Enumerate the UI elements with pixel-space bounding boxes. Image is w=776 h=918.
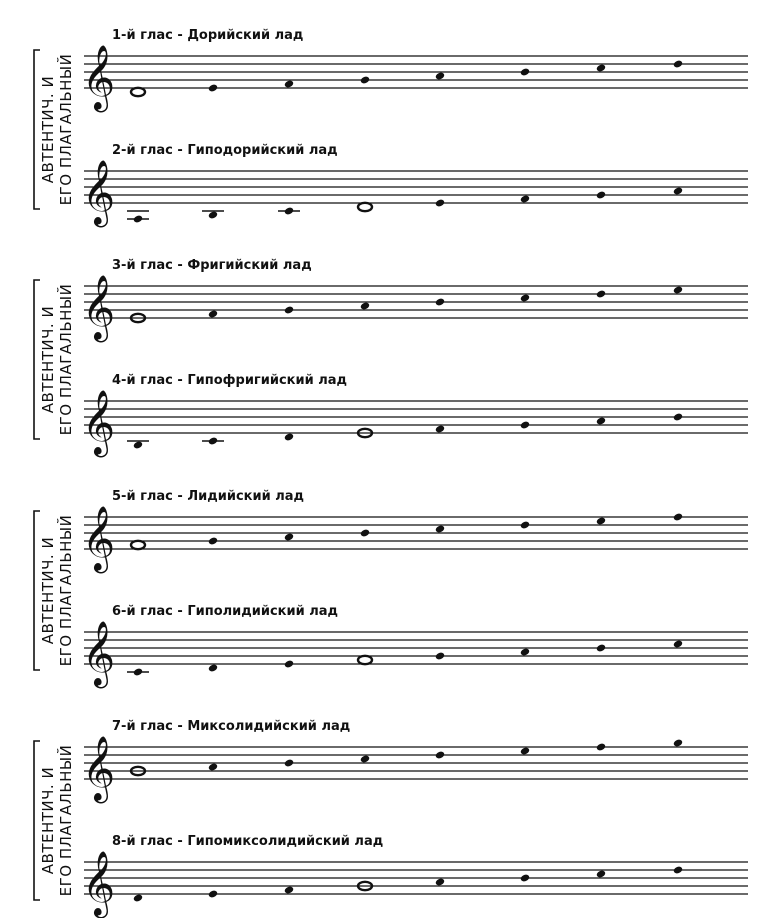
- note-head: [435, 297, 445, 306]
- note-head: [208, 83, 218, 92]
- note-head: [208, 663, 218, 672]
- mode-title: 1-й глас - Дорийский лад: [112, 28, 304, 43]
- note-head: [435, 198, 445, 207]
- side-label: [39, 745, 75, 897]
- note-head: [596, 63, 606, 72]
- side-label-line2: ЕГО ПЛАГАЛЬНЫЙ: [57, 53, 75, 206]
- note-head: [673, 512, 683, 521]
- staff: [82, 258, 748, 342]
- note-head: [596, 742, 606, 751]
- note-head: [284, 206, 294, 215]
- note-head: [133, 893, 143, 902]
- mode-title: 2-й глас - Гиподорийский лад: [112, 143, 338, 158]
- treble-clef-icon: 𝄞: [82, 275, 116, 340]
- mode-title: 8-й глас - Гипомиксолидийский лад: [112, 834, 384, 849]
- note-head: [208, 762, 218, 771]
- treble-clef-icon: 𝄞: [82, 390, 116, 455]
- note-head: [435, 71, 445, 80]
- note-head: [520, 420, 530, 429]
- staff: [82, 719, 748, 803]
- note-head: [435, 651, 445, 660]
- note-head: [133, 440, 143, 449]
- note-head: [435, 877, 445, 886]
- mode-title: 5-й глас - Лидийский лад: [112, 489, 305, 504]
- note-head: [596, 190, 606, 199]
- treble-clef-icon: 𝄞: [82, 736, 116, 801]
- side-label-line1: АВТЕНТИЧ. И: [39, 536, 57, 645]
- note-head: [284, 79, 294, 88]
- staff: [82, 489, 748, 573]
- note-head: [520, 293, 530, 302]
- note-head: [208, 436, 218, 445]
- note-head: [284, 532, 294, 541]
- note-head: [133, 214, 143, 223]
- staff: [82, 28, 748, 112]
- treble-clef-icon: 𝄞: [82, 506, 116, 571]
- mode-group: [34, 258, 748, 457]
- note-head: [673, 285, 683, 294]
- side-label: [39, 284, 75, 436]
- note-head: [596, 643, 606, 652]
- note-head: [596, 289, 606, 298]
- side-label-line2: ЕГО ПЛАГАЛЬНЫЙ: [57, 283, 75, 436]
- side-label-line2: ЕГО ПЛАГАЛЬНЫЙ: [57, 514, 75, 667]
- note-head: [596, 869, 606, 878]
- side-label-line2: ЕГО ПЛАГАЛЬНЫЙ: [57, 744, 75, 897]
- note-head: [284, 432, 294, 441]
- note-head: [360, 528, 370, 537]
- mode-group: [34, 719, 748, 918]
- staff: [82, 604, 748, 688]
- note-head: [673, 59, 683, 68]
- mode-group: [34, 489, 748, 688]
- treble-clef-icon: 𝄞: [82, 45, 116, 110]
- side-label: [39, 515, 75, 667]
- note-head: [133, 667, 143, 676]
- note-head: [360, 754, 370, 763]
- note-head: [208, 210, 218, 219]
- whole-note: [358, 203, 372, 211]
- treble-clef-icon: 𝄞: [82, 851, 116, 916]
- note-head: [360, 75, 370, 84]
- note-head: [435, 524, 445, 533]
- staff: [82, 373, 748, 457]
- note-head: [596, 416, 606, 425]
- note-head: [208, 536, 218, 545]
- note-head: [435, 424, 445, 433]
- mode-title: 7-й глас - Миксолидийский лад: [112, 719, 351, 734]
- mode-title: 3-й глас - Фригийский лад: [112, 258, 312, 273]
- whole-note: [358, 656, 372, 664]
- staff: [82, 834, 748, 918]
- note-head: [284, 305, 294, 314]
- note-head: [673, 865, 683, 874]
- treble-clef-icon: 𝄞: [82, 621, 116, 686]
- note-head: [673, 412, 683, 421]
- note-head: [520, 873, 530, 882]
- treble-clef-icon: 𝄞: [82, 160, 116, 225]
- mode-title: 4-й глас - Гипофригийский лад: [112, 373, 348, 388]
- note-head: [520, 647, 530, 656]
- staff: [82, 143, 748, 227]
- note-head: [208, 889, 218, 898]
- note-head: [673, 186, 683, 195]
- note-head: [520, 194, 530, 203]
- whole-note: [131, 88, 145, 96]
- note-head: [673, 738, 683, 747]
- note-head: [520, 67, 530, 76]
- note-head: [284, 885, 294, 894]
- note-head: [284, 659, 294, 668]
- note-head: [360, 301, 370, 310]
- note-head: [673, 639, 683, 648]
- note-head: [208, 309, 218, 318]
- note-head: [520, 746, 530, 755]
- whole-note: [131, 541, 145, 549]
- note-head: [435, 750, 445, 759]
- side-label-line1: АВТЕНТИЧ. И: [39, 75, 57, 184]
- side-label-line1: АВТЕНТИЧ. И: [39, 305, 57, 414]
- note-head: [520, 520, 530, 529]
- mode-title: 6-й глас - Гиполидийский лад: [112, 604, 339, 619]
- note-head: [284, 758, 294, 767]
- note-head: [596, 516, 606, 525]
- mode-group: [34, 28, 748, 227]
- side-label-line1: АВТЕНТИЧ. И: [39, 766, 57, 875]
- side-label: [39, 54, 75, 206]
